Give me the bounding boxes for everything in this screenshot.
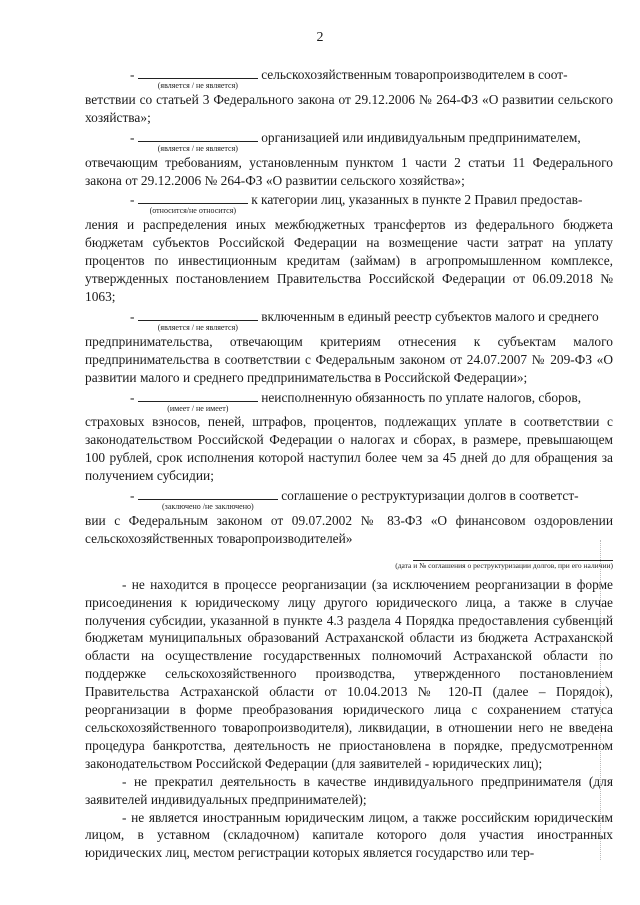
item-dash: - bbox=[130, 67, 135, 82]
item-text: включенным в единый реестр субъектов малого и среднего bbox=[261, 308, 599, 324]
item-continuation: страховых взносов, пеней, штрафов, процентов, подлежащих уплате в соответствии с законодательством Российской Федерации о налогах и сборах, в размере, превышающем 100 рублей, срок исполнения которой наступил более чем за 45 дней до для обращения за получением субсидии; bbox=[85, 414, 613, 484]
item-dash: - bbox=[130, 129, 135, 145]
field-caption: (относится/не относится) bbox=[149, 206, 237, 216]
status-field-blank[interactable] bbox=[138, 189, 248, 216]
status-field-blank[interactable] bbox=[138, 127, 258, 153]
item-text: соглашение о реструктуризации долгов в соответст- bbox=[281, 488, 579, 504]
item-text: организацией или индивидуальным предпринимателем, bbox=[261, 129, 581, 145]
agreement-details-caption: (дата и № соглашения о реструктуризации долгов, при его наличии) bbox=[395, 560, 613, 570]
status-field-blank[interactable] bbox=[138, 485, 278, 512]
status-field-blank[interactable] bbox=[138, 387, 258, 413]
paragraph-foreign-entity: - не является иностранным юридическим лицом, а также российским юридическим лицом, в уставном (складочном) капитале которого доля участия иностранных юридических лиц, местом регистрации которых является государство или тер- bbox=[85, 809, 613, 861]
item-continuation: ления и распределения иных межбюджетных трансфертов из федерального бюджета бюджетам субъектов Российской Федерации на возмещение части затрат на уплату процентов по инвестиционным кредитам (займам) в агропромышленном комплексе, утвержденных постановлением Правительства Российской Федерации от 06.09.2018 № 1063; bbox=[85, 217, 613, 304]
item-dash: - bbox=[130, 192, 135, 208]
status-field-blank[interactable] bbox=[138, 306, 258, 332]
declaration-item-tax-obligation bbox=[85, 387, 613, 486]
page-number: 2 bbox=[316, 30, 324, 45]
status-field-blank[interactable] bbox=[138, 64, 258, 90]
agreement-details-row bbox=[85, 548, 613, 570]
declaration-item-agricultural-producer bbox=[85, 64, 613, 127]
paragraph-individual-entrepreneur: - не прекратил деятельность в качестве индивидуального предпринимателя (для заявителей индивидуальных предпринимателей); bbox=[85, 773, 613, 807]
agreement-details-field[interactable] bbox=[413, 548, 613, 561]
declaration-item-debt-restructuring bbox=[85, 485, 613, 570]
paragraph-reorganization: - не находится в процессе реорганизации (за исключением реорганизации в форме присоединения к юридическому лицу другого юридического лица, а также в случае получения субсидии, указанной в пункте 4.3 раздела 4 Порядка предоставления субвенций бюджетам муниципальных образований Астраханской области из бюджета Астраханской области на осуществление государственных полномочий Астраханской области по поддержке сельскохозяйственного производства, утвержденного постановлением Правительства Астраханской области от 10.04.2013 № 120-П (далее – Порядок), реорганизации в форме преобразования юридического лица с сохранением статуса сельскохозяйственного товаропроизводителя), ликвидации, в отношении него не введена процедура банкротства, деятельность не приостановлена в порядке, предусмотренном законодательством Российской Федерации (для заявителей - юридических лиц); bbox=[85, 576, 613, 771]
item-text: сельскохозяйственным товаропроизводителем в соот- bbox=[261, 67, 568, 82]
field-caption: (имеет / не имеет) bbox=[167, 403, 229, 413]
declaration-item-organization bbox=[85, 127, 613, 190]
item-dash: - bbox=[130, 308, 135, 324]
item-continuation: вии с Федеральным законом от 09.07.2002 № 83-ФЗ «О финансовом оздоровлении сельскохозяйственных товаропроизводителей» bbox=[85, 512, 613, 546]
field-caption: (заключено /не заключено) bbox=[162, 502, 254, 512]
item-dash: - bbox=[130, 488, 135, 504]
declaration-item-category bbox=[85, 189, 613, 305]
document-body bbox=[85, 64, 613, 862]
field-caption: (является / не является) bbox=[157, 143, 238, 153]
item-dash: - bbox=[130, 389, 135, 405]
field-caption: (является / не является) bbox=[157, 81, 238, 90]
item-continuation: предпринимательства, отвечающим критериям отнесения к субъектам малого предпринимательства в соответствии с Федеральным законом от 24.07.2007 № 209-ФЗ «О развитии малого и среднего предпринимательства в Российской Федерации»; bbox=[85, 333, 613, 385]
item-text: неисполненную обязанность по уплате налогов, сборов, bbox=[261, 389, 582, 405]
item-continuation: ветствии со статьей 3 Федерального закона от 29.12.2006 № 264-ФЗ «О развитии сельского хозяйства»; bbox=[85, 91, 613, 125]
scan-margin-artifact bbox=[600, 540, 602, 860]
item-text: к категории лиц, указанных в пункте 2 Правил предостав- bbox=[251, 192, 583, 208]
field-caption: (является / не является) bbox=[157, 322, 238, 332]
declaration-item-sme-registry bbox=[85, 306, 613, 387]
item-continuation: отвечающим требованиям, установленным пунктом 1 части 2 статьи 11 Федерального закона от 29.12.2006 № 264-ФЗ «О развитии сельского хозяйства»; bbox=[85, 154, 613, 188]
